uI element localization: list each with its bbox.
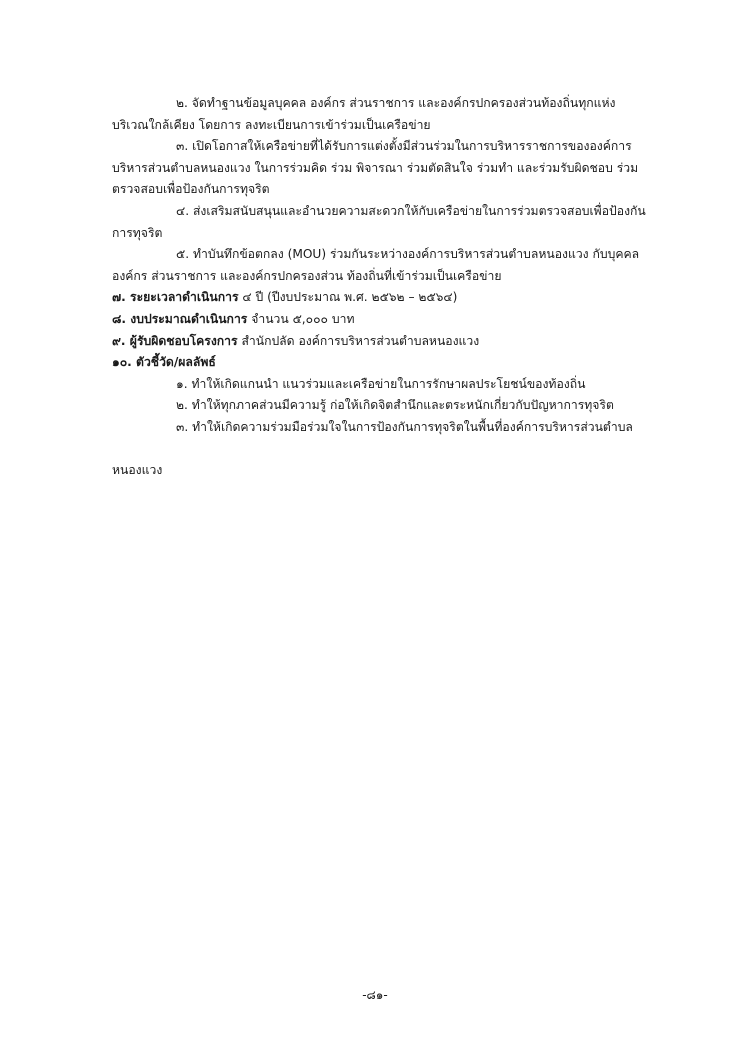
section-9-responsible bbox=[112, 331, 662, 353]
section-7-label: ๗. ระยะเวลาดำเนินการ bbox=[112, 290, 239, 305]
item-2-line-1: ๒. จัดทำฐานข้อมูลบุคคล องค์กร ส่วนราชการ และองค์กรปกครองส่วนท้องถิ่นทุกแห่ง bbox=[176, 96, 616, 110]
result-2: ๒. ทำให้ทุกภาคส่วนมีความรู้ ก่อให้เกิดจิตสำนึกและตระหนักเกี่ยวกับปัญหาการทุจริต bbox=[176, 398, 614, 413]
section-7-duration bbox=[112, 287, 662, 309]
item-3-line-1: ๓. เปิดโอกาสให้เครือข่ายที่ได้รับการแต่งตั้งมีส่วนร่วมในการบริหารราชการขององค์การ bbox=[176, 139, 632, 154]
section-8-text: จำนวน ๕,๐๐๐ บาท bbox=[247, 311, 355, 326]
section-9-label: ๙. ผู้รับผิดชอบโครงการ bbox=[112, 333, 238, 348]
item-5-line-2: องค์กร ส่วนราชการ และองค์กรปกครองส่วน ท้องถิ่นที่เข้าร่วมเป็นเครือข่าย bbox=[112, 268, 502, 283]
result-3-line-2: หนองแวง bbox=[112, 463, 163, 478]
item-5-line-1: ๕. ทำบันทึกข้อตกลง (MOU) ร่วมกันระหว่างองค์การบริหารส่วนตำบลหนองแวง กับบุคคล bbox=[176, 247, 640, 262]
item-4-line-2: การทุจริต bbox=[112, 225, 163, 240]
item-3-line-2: บริหารส่วนตำบลหนองแวง ในการร่วมคิด ร่วม พิจารณา ร่วมตัดสินใจ ร่วมทำ และร่วมรับผิดชอบ ร่วม bbox=[112, 160, 639, 175]
section-8-budget bbox=[112, 309, 662, 331]
result-1: ๑. ทำให้เกิดแกนนำ แนวร่วมและเครือข่ายในการรักษาผลประโยชน์ของท้องถิ่น bbox=[176, 376, 586, 391]
page-number: -๘๑- bbox=[362, 988, 388, 1002]
item-4-line-1: ๔. ส่งเสริมสนับสนุนและอำนวยความสะดวกให้กับเครือข่ายในการร่วมตรวจสอบเพื่อป้องกัน bbox=[176, 203, 646, 218]
section-8-label: ๘. งบประมาณดำเนินการ bbox=[112, 311, 248, 326]
result-3-line-1: ๓. ทำให้เกิดความร่วมมือร่วมใจในการป้องกันการทุจริตในพื้นที่องค์การบริหารส่วนตำบล bbox=[176, 419, 633, 434]
section-10-heading: ๑๐. ตัวชี้วัด/ผลลัพธ์ bbox=[112, 355, 216, 370]
blank-line bbox=[112, 439, 662, 461]
section-9-text: สำนักปลัด องค์การบริหารส่วนตำบลหนองแวง bbox=[237, 333, 480, 348]
section-7-text: ๔ ปี (ปีงบประมาณ พ.ศ. ๒๕๖๒ – ๒๕๖๔) bbox=[238, 290, 458, 305]
item-3-line-3: ตรวจสอบเพื่อป้องกันการทุจริต bbox=[112, 182, 270, 197]
item-2-line-2: บริเวณใกล้เคียง โดยการ ลงทะเบียนการเข้าร่วมเป็นเครือข่าย bbox=[112, 117, 431, 132]
document-body bbox=[112, 93, 662, 482]
